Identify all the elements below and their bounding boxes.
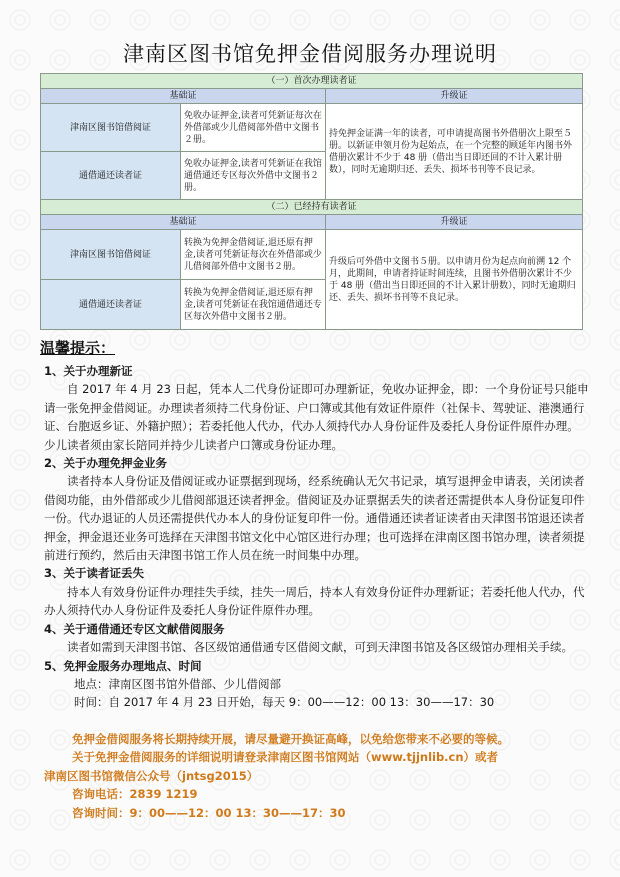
column-upgrade-card-2: 升级证 <box>326 215 583 230</box>
tip-4-title: 4、关于通借通还专区文献借阅服务 <box>44 621 225 636</box>
tip-1-text: 自 2017 年 4 月 23 日起，凭本人二代身份证即可办理新证，免收办证押金，即：一个身份证号只能申请一张免押金借阅证。办理读者须持二代身份证、户口簿或其他有效证件原件（社保卡、驾驶证、港澳通行证、台胞返乡证、外籍护照）；若委托他人代办，代办人须持代办人身份证件及委托人身份证件原件办理。少儿读者须由家长陪同并持少儿读者户口簿或身份证办理。 <box>44 382 589 452</box>
column-basic-card: 基础证 <box>41 89 326 104</box>
row-label-jinnan-card-2: 津南区图书馆借阅证 <box>41 230 181 280</box>
section-first-card: （一）首次办理读者证 <box>41 74 583 89</box>
tip-2-text: 读者持本人身份证及借阅证或办证票据到现场，经系统确认无欠书记录，填写退押金申请表，关闭读者借阅功能，由外借部或少儿借阅部退还读者押金。借阅证及办证票据丢失的读者还需提供本人身份证复印件一份。代办退证的人员还需提供代办本人的身份证复印件一份。通借通还读者证读者由天津图书馆退还读者押金，押金退还业务可选择在天津图书馆文化中心馆区进行办理；也可选择在津南区图书馆办理，读者须提前进行预约，然后由天津图书馆工作人员在统一时间集中办理。 <box>44 474 585 563</box>
consult-phone: 咨询电话：2839 1219 <box>72 787 198 802</box>
cell-basic-jinnan-2: 转换为免押金借阅证,退还原有押金,读者可凭新证每次在外借部或少儿借阅部外借中文图书２册。 <box>181 230 326 280</box>
cell-basic-tongjie-2: 转换为免押金借阅证,退还原有押金,读者可凭新证在我馆通借通还专区每次外借中文图书２册。 <box>181 280 326 330</box>
tips-body <box>44 362 589 712</box>
tip-2-title: 2、关于办理免押金业务 <box>44 456 168 471</box>
row-label-jinnan-card: 津南区图书馆借阅证 <box>41 104 181 152</box>
cell-upgrade-first: 持免押金证满一年的读者，可申请提高图书外借册次上限至５册。以新证申领月份为起始点，在一个完整的顾延年内图书外借册次累计不少于 48 册（借出当日即还回的不计入累计册数），同时无逾期归还、丢失、损坏书刊等不良记录。 <box>326 104 583 200</box>
tip-3-title: 3、关于读者证丢失 <box>44 566 145 581</box>
notice-line-1: 免押金借阅服务将长期持续开展，请尽量避开换证高峰，以免给您带来不必要的等候。 <box>72 732 509 746</box>
page-title: 津南区图书馆免押金借阅服务办理说明 <box>123 42 497 66</box>
consult-hours: 咨询时间：9：00——12：00 13：30——17：30 <box>72 805 346 820</box>
tip-3-text: 持本人有效身份证件办理挂失手续，挂失一周后，持本人有效身份证件办理新证；若委托他人代办，代办人须持代办人身份证件及委托人身份证件原件办理。 <box>44 584 585 618</box>
tip-5-time: 时间：自 2017 年 4 月 23 日开始，每天 9：00——12：00 13：30——17：30 <box>74 695 495 710</box>
row-label-tongjie-card: 通借通还读者证 <box>41 152 181 200</box>
column-upgrade-card: 升级证 <box>326 89 583 104</box>
tip-1-title: 1、关于办理新证 <box>44 364 133 378</box>
cell-basic-tongjie: 免收办证押金,读者可凭新证在我馆通借通还专区每次外借中文图书２册。 <box>181 152 326 200</box>
card-type-table <box>40 73 583 330</box>
tip-5-place: 地点：津南区图书馆外借部、少儿借阅部 <box>74 676 281 691</box>
tip-4-text: 读者如需到天津图书馆、各区级馆通借通专区借阅文献，可到天津图书馆及各区级馆办理相关手续。 <box>67 640 573 655</box>
section-existing-card: （二）已经持有读者证 <box>41 200 583 215</box>
tips-heading: 温馨提示： <box>40 339 116 357</box>
tip-5-title: 5、免押金服务办理地点、时间 <box>44 658 202 673</box>
notice-line-2: 关于免押金借阅服务的详细说明请登录津南区图书馆网站（www.tjjnlib.cn）或者 <box>72 750 499 765</box>
notice-line-3: 津南区图书馆微信公众号（jntsg2015） <box>44 768 259 783</box>
row-label-tongjie-card-2: 通借通还读者证 <box>41 280 181 330</box>
cell-basic-jinnan: 免收办证押金,读者可凭新证每次在外借部或少儿借阅部外借中文图书２册。 <box>181 104 326 152</box>
notice-block <box>44 730 589 822</box>
cell-upgrade-existing: 升级后可外借中文图书５册。以申请月份为起点向前溯 12 个月，此期间，申请者持证时间连续，且图书外借册次累计不少于 48 册（借出当日即还回的不计入累计册数），同时无逾期归还、丢失、损坏书刊等不良记录。 <box>326 230 583 330</box>
column-basic-card-2: 基础证 <box>41 215 326 230</box>
